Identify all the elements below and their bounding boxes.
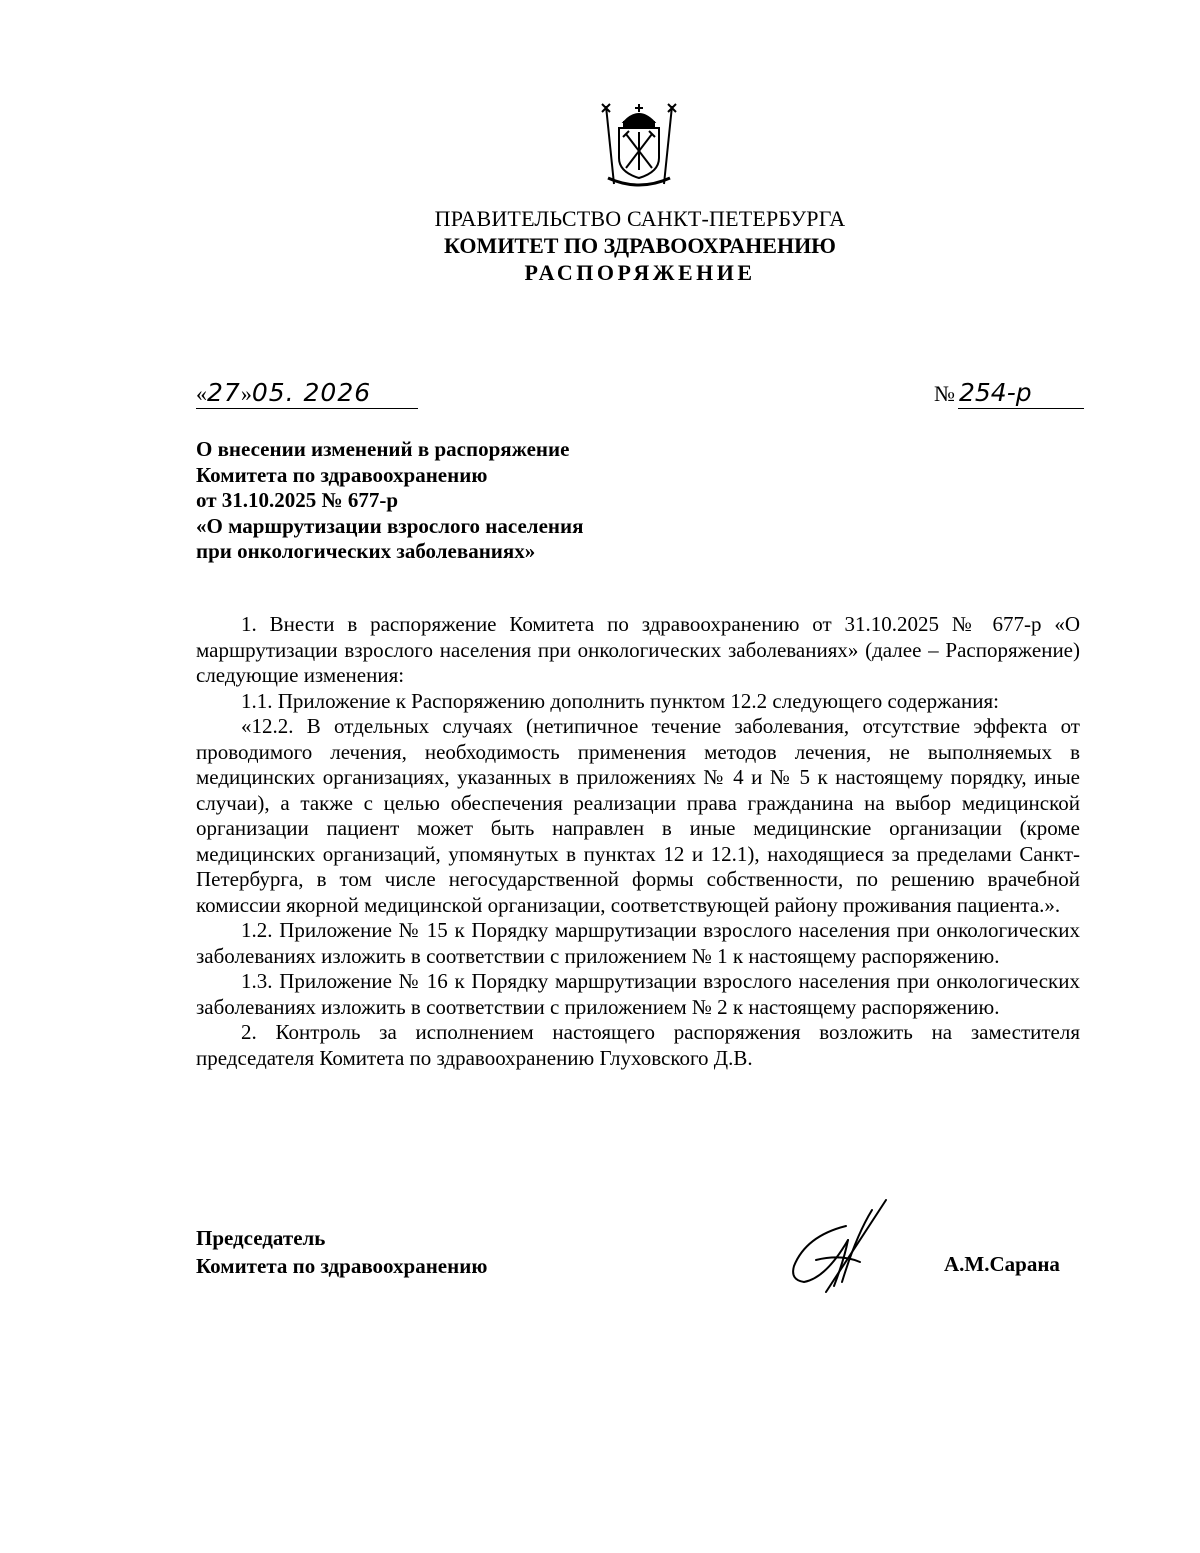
body-paragraph: 1.1. Приложение к Распоряжению дополнить пунктом 12.2 следующего содержания: [241, 688, 999, 713]
government-title: ПРАВИТЕЛЬСТВО САНКТ-ПЕТЕРБУРГА [434, 206, 846, 231]
signatory-title-line: Комитета по здравоохранению [196, 1254, 488, 1278]
document-type-title: РАСПОРЯЖЕНИЕ [524, 260, 756, 285]
date-close-quote: » [240, 381, 252, 406]
subject-line: О внесении изменений в распоряжение [196, 437, 570, 461]
body-paragraph: 1.3. Приложение № 16 к Порядку маршрутизации взрослого населения при онкологических заболеваниях изложить в соответствии с приложением № 2 к настоящему распоряжению. [196, 969, 1080, 1019]
number-prefix: № [934, 381, 955, 406]
signatory-title-line: Председатель [196, 1226, 326, 1250]
subject-line: при онкологических заболеваниях» [196, 539, 536, 563]
document-date [196, 378, 418, 412]
subject-line: от 31.10.2025 № 677-р [196, 488, 399, 512]
body-paragraph: «12.2. В отдельных случаях (нетипичное течение заболевания, отсутствие эффекта от проводимого лечения, необходимость применения методов лечения, не выполняемых в медицинских организациях, указанных в приложениях № 4 и № 5 к настоящему порядку, иные случаи), а также с целью обеспечения реализации права гражданина на выбор медицинской организации пациент может быть направлен в иные медицинские организации (кроме медицинских организаций, упомянутых в пунктах 12 и 12.1), находящиеся за пределами Санкт-Петербурга, в том числе негосударственной формы собственности, по решению врачебной комиссии якорной медицинской организации, соответствующей району проживания пациента.». [196, 714, 1080, 917]
signatory-title [196, 1224, 487, 1280]
number-underline [958, 408, 1084, 409]
date-month-year: 05. 2026 [251, 378, 372, 407]
document-number [934, 378, 1084, 412]
subject-line: «О маршрутизации взрослого населения [196, 513, 584, 538]
signatory-name: А.М.Сарана [944, 1252, 1060, 1276]
body-paragraph: 1.2. Приложение № 15 к Порядку маршрутизации взрослого населения при онкологических заболеваниях изложить в соответствии с приложением № 1 к настоящему распоряжению. [196, 918, 1080, 968]
body-paragraph: 1. Внести в распоряжение Комитета по здравоохранению от 31.10.2025 № 677-р «О маршрутизации взрослого населения при онкологических заболеваниях» (далее – Распоряжение) следующие изменения: [196, 612, 1080, 687]
subject-line: Комитета по здравоохранению [196, 462, 488, 487]
number-value: 254-р [959, 378, 1032, 407]
date-open-quote: « [196, 381, 207, 406]
date-underline [196, 408, 418, 409]
coat-of-arms-icon [594, 100, 684, 192]
document-body [196, 612, 1080, 1071]
handwritten-signature-icon [786, 1196, 896, 1296]
committee-title: КОМИТЕТ ПО ЗДРАВООХРАНЕНИЮ [444, 233, 836, 258]
date-day: 27 [207, 378, 241, 407]
document-subject [196, 437, 583, 565]
body-paragraph: 2. Контроль за исполнением настоящего распоряжения возложить на заместителя председателя Комитета по здравоохранению Глуховского Д.В. [196, 1020, 1080, 1070]
